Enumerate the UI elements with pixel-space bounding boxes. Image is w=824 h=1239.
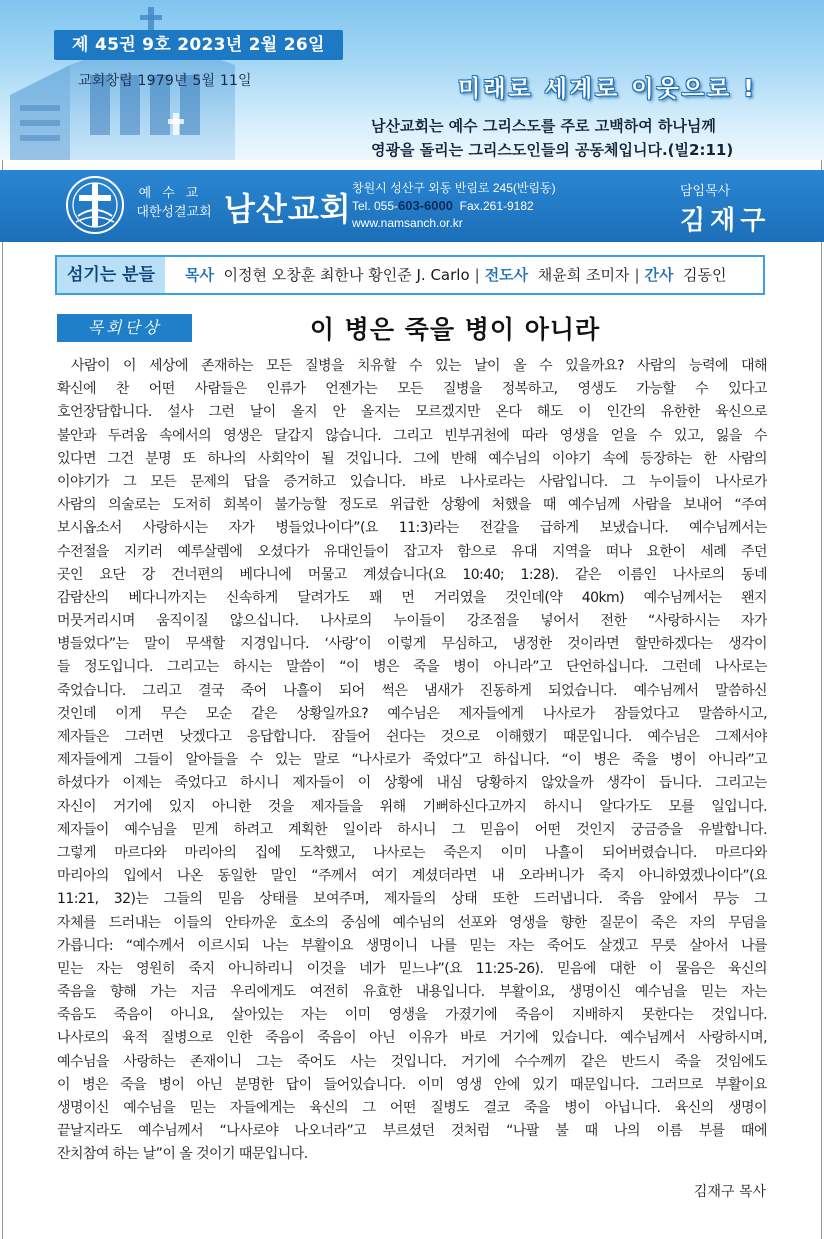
body-line: 머뭇거리시며 움직이질 않으십니다. 나사로의 누이들이 강조점을 넣어서 전한 “사랑하시는 자가	[57, 613, 767, 630]
staff-box	[55, 255, 765, 295]
body-line: 자체를 드러내는 이들의 안타까운 호소의 중심에 예수님의 선포와 영생을 향한 질문이 죽은 자의 무덤을	[57, 914, 767, 931]
staff-list	[185, 257, 727, 293]
header-banner	[0, 0, 824, 160]
body-line: 죽음도 죽음이 아니요, 살아있는 자는 이미 영생을 가졌기에 죽음이 지배하지 못한다는 것입니다.	[57, 1007, 767, 1024]
body-line: 감람산의 베다니까지는 신속하게 달려가도 꽤 먼 거리였을 것인데(약 40km) 예수님께서는 왠지	[57, 589, 767, 606]
mission-line: 영광을 돌리는 그리스도인들의 공동체입니다.(빌2:11)	[371, 141, 734, 159]
mission-line: 남산교회는 예수 그리스도를 주로 고백하여 하나님께	[371, 117, 716, 135]
column-title: 이 병은 죽을 병이 아니라	[309, 315, 601, 344]
column-badge: 목회단상	[57, 314, 192, 342]
body-line: 병들었다”는 말이 무색할 지경입니다. ‘사랑’이 이렇게 무심하고, 냉정한 것이라면 할만하겠다는 생각이	[57, 636, 767, 653]
body-line: 호언장담합니다. 설사 그런 날이 올지 안 올지는 모르겠지만 온다 해도 이 인간의 유한한 육신으로	[57, 404, 767, 421]
separator: |	[634, 266, 640, 284]
author-signature: 김재구 목사	[693, 1184, 766, 1200]
body-line: 제자들은 그러면 낫겠다고 응답합니다. 잠들어 쉰다는 것으로 이해했기 때문입니다. 예수님은 그제서야	[57, 729, 767, 745]
church-logo-icon	[64, 174, 126, 236]
founding-date: 교회창립 1979년 5월 11일	[78, 73, 252, 89]
body-line: 것인데 이게 무슨 모순 같은 상황일까요? 예수님은 제자들에게 나사로가 잠들었다고 말씀하시고,	[57, 705, 767, 722]
body-line: 예수님을 사랑하는 존재이니 그는 죽어도 사는 것입니다. 거기에 수수께끼 같은 반드시 죽을 것임에도	[57, 1053, 767, 1070]
contact-info	[352, 180, 556, 232]
tel-prefix: Tel. 055-	[352, 199, 399, 213]
body-line: 있다면 그건 분명 또 하나의 사회악이 될 것입니다. 그에 반해 예수님의 이야기 속에 등장하는 한 사람의	[57, 450, 767, 467]
body-line: 들 정도입니다. 그리고는 하시는 말씀이 “이 병은 죽을 병이 아니라”고 단언하십니다. 그런데 나사로는	[57, 659, 767, 676]
body-line: 11:21, 32)는 그들의 믿음 상태를 보여주며, 제자들의 상태 또한 드러냅니다. 죽음 앞에서 무능 그	[57, 891, 767, 908]
issue-date-tab: 제 45권 9호 2023년 2월 26일	[54, 30, 343, 60]
body-line: 자신이 거기에 있지 아니한 것을 제자들을 위해 기뻐하신다고까지 하시니 알다가도 모를 일입니다.	[57, 798, 767, 815]
body-line: 이 병은 죽을 병이 아닌 분명한 답이 들어있습니다. 이미 영생 안에 있기 때문입니다. 그러므로 부활이요	[57, 1076, 767, 1093]
senior-pastor-label: 담임목사	[680, 184, 731, 199]
body-line: 믿는 자는 영원히 죽지 아니하리니 이것을 네가 믿느냐”(요 11:25-26). 믿음에 대한 이 물음은 육신의	[57, 960, 767, 977]
body-line: 사람이 이 세상에 존재하는 모든 질병을 치유할 수 있는 날이 올 수 있을까요? 사람의 능력에 대해	[71, 358, 767, 374]
body-line: 잔치참여 하는 날”이 올 것이기 때문입니다.	[57, 1146, 308, 1163]
body-line: 나사로의 육적 질병으로 인한 죽음이 죽음이 아닌 이유가 바로 거기에 있습니다. 예수님께서 사랑하시며,	[57, 1030, 767, 1047]
address: 창원시 성산구 외동 반림로 245(반림동)	[352, 181, 556, 195]
role-secretary: 간사	[644, 266, 674, 284]
separator: |	[474, 266, 480, 284]
church-slogan: 미래로 세계로 이웃으로 !	[458, 76, 757, 102]
fax: Fax.261-9182	[459, 199, 534, 213]
pastor-names: 이정현 오창훈 최한나 황인준 J. Carlo	[223, 266, 470, 284]
body-line: 제자들에게 그들이 알아들을 수 있는 말로 “나사로가 죽었다”고 하십니다. “이 병은 죽을 병이 아니라”고	[57, 752, 767, 769]
body-line: 죽었습니다. 그리고 결국 죽어 나흘이 되어 썩은 냄새가 진동하게 되었습니다. 예수님께서 말씀하신	[57, 682, 767, 699]
body-line: 확신에 찬 어떤 사람들은 인류가 언젠가는 모든 질병을 정복하고, 영생도 가능할 수 있다고	[57, 381, 767, 398]
church-name: 남산교회	[224, 190, 352, 228]
body-line: 이야기가 그 모든 문제의 답을 증거하고 있습니다. 바로 나사로라는 사람입니다. 그 누이들이 나사로가	[57, 473, 767, 490]
evangelist-names: 채윤희 조미자	[537, 266, 630, 284]
body-line: 생명이신 예수님을 믿는 자들에게는 육신의 그 어떤 질병도 결코 죽을 병이 아닙니다. 육신의 생명이	[57, 1100, 767, 1116]
body-line: 불안과 두려움 속에서의 영생은 달갑지 않습니다. 그리고 빈부귀천에 따라 영생을 얻을 수 있고, 잃을 수	[57, 427, 767, 444]
column-body	[57, 355, 767, 1167]
body-line: 죽음을 향해 가는 지금 우리에게도 여전히 유효한 내용입니다. 부활이요, 생명이신 예수님을 믿는 자는	[57, 984, 767, 1001]
website-link[interactable]: www.namsanch.or.kr	[352, 216, 463, 230]
denomination-bottom: 대한성결교회	[136, 205, 212, 220]
body-line: 사람의 의술로는 도저히 회복이 불가능할 정도로 위급한 상황에 처했을 때 예수님께 사람을 보내어 “주여	[57, 497, 767, 514]
mission-statement	[371, 114, 811, 160]
body-line: 곳인 요단 강 건너편의 베다니에 머물고 계셨습니다(요 10:40; 1:28). 같은 이름인 나사로의 동네	[57, 566, 767, 583]
body-line: 끝날지라도 예수님께서 “나사로야 나오너라”고 부르셨던 것처럼 “나팔 불 때 나의 이름 부를 때에	[57, 1123, 767, 1140]
staff-title: 섬기는 분들	[57, 257, 165, 293]
role-evangelist: 전도사	[484, 266, 529, 284]
role-pastor: 목사	[185, 266, 214, 284]
body-line: 수전절을 지키러 예루살렘에 오셨다가 유대인들이 잡고자 함으로 유대 지역을 떠나 요한이 세례 주던	[57, 543, 767, 560]
secretary-name: 김동인	[683, 266, 727, 284]
tel-main: 603-6000	[398, 198, 453, 213]
body-line: 가릅니다: “예수께서 이르시되 나는 부활이요 생명이니 나를 믿는 자는 죽어도 살겠고 무릇 살아서 나를	[57, 937, 767, 954]
body-line: 제자들이 예수님을 믿게 하려고 계획한 일이라 하시니 그 믿음이 어떤 것인지 궁금증을 유발합니다.	[57, 821, 767, 838]
body-line: 하셨다가 이제는 죽었다고 하시니 제자들이 이 상황에 내심 당황하지 않았을까 생각이 듭니다. 그리고는	[57, 775, 767, 792]
body-line: 보시옵소서 사랑하시는 자가 병들었나이다”(요 11:3)라는 전갈을 급하게 보냈습니다. 예수님께서는	[57, 520, 767, 537]
body-line: 마리아의 입에서 나온 동일한 말인 “주께서 여기 계셨더라면 내 오라버니가 죽지 아니하였겠나이다”(요	[57, 868, 767, 885]
senior-pastor-name: 김재구	[680, 206, 771, 236]
body-line: 그렇게 마르다와 마리아의 집에 도착했고, 나사로는 죽은지 이미 나흘이 되어버렸습니다. 마르다와	[57, 844, 767, 861]
phone-fax	[352, 197, 556, 215]
denomination-top: 예수교	[138, 186, 210, 201]
denomination	[128, 184, 220, 222]
